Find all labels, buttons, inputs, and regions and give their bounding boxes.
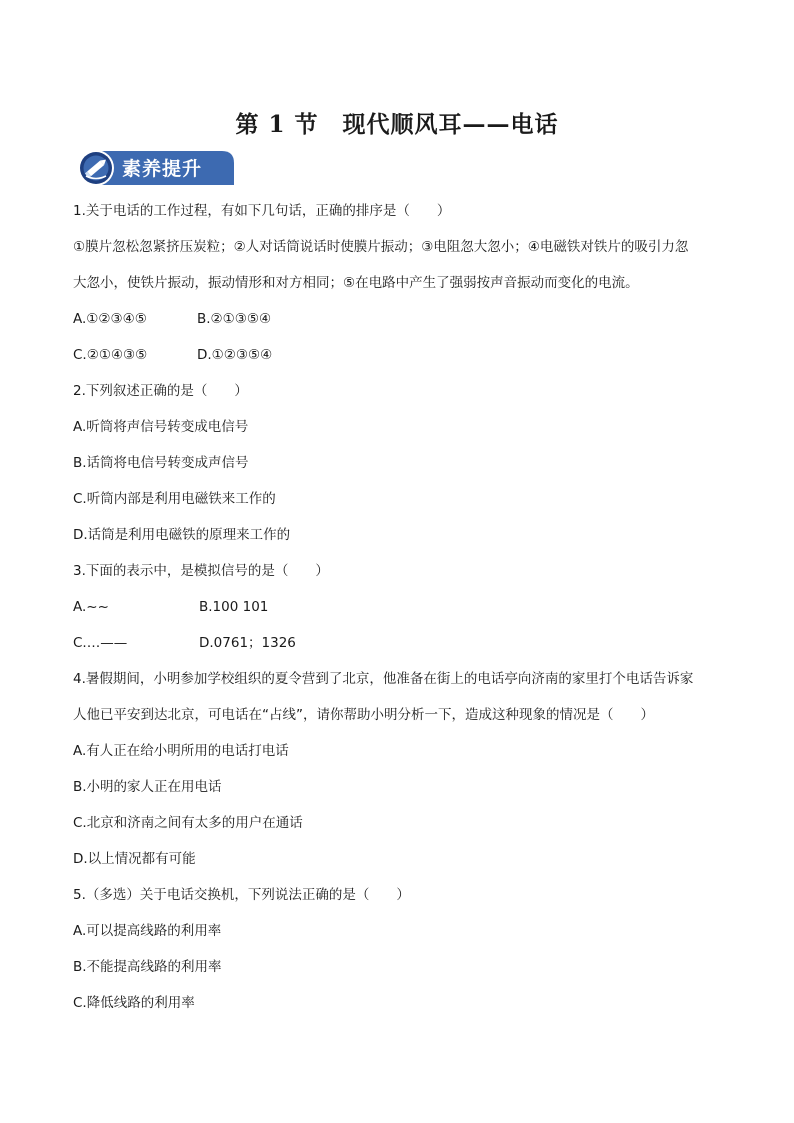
question-stem: 2.下列叙述正确的是（ ） (73, 383, 248, 399)
option-c: C.听筒内部是利用电磁铁来工作的 (73, 491, 276, 507)
option-d: D.以上情况都有可能 (73, 851, 196, 867)
option-c: C.②①④③⑤ (73, 347, 148, 363)
option-a: A.听筒将声信号转变成电信号 (73, 419, 249, 435)
banner-label: 素养提升 (122, 158, 203, 180)
question-stem: 3.下面的表示中，是模拟信号的是（ ） (73, 563, 329, 579)
option-b: B.话筒将电信号转变成声信号 (73, 455, 249, 471)
option-row (73, 343, 723, 379)
option-c: C.北京和济南之间有太多的用户在通话 (73, 815, 303, 831)
option-b: B.100 101 (199, 599, 269, 615)
option-d: D.0761；1326 (199, 635, 296, 651)
option-b: B.②①③⑤④ (197, 311, 272, 327)
question-3 (73, 559, 723, 667)
question-stem: 1.关于电话的工作过程，有如下几句话，正确的排序是（ ） (73, 203, 451, 219)
pencil-ruler-icon (76, 148, 116, 188)
option-a: A.~~ (73, 599, 109, 615)
question-4 (73, 667, 723, 883)
question-list (73, 199, 723, 1027)
page-title: 第 1 节 现代顺风耳——电话 (235, 111, 559, 138)
option-row (73, 631, 723, 667)
option-row (73, 595, 723, 631)
option-c: C.…—— (73, 635, 128, 651)
question-1 (73, 199, 723, 379)
option-a: A.①②③④⑤ (73, 311, 147, 327)
option-a: A.有人正在给小明所用的电话打电话 (73, 743, 289, 759)
question-stem: 5.（多选）关于电话交换机，下列说法正确的是（ ） (73, 887, 410, 903)
option-c: C.降低线路的利用率 (73, 995, 195, 1011)
question-stem: 人他已平安到达北京，可电话在“占线”，请你帮助小明分析一下，造成这种现象的情况是（ ） (73, 707, 654, 723)
option-b: B.不能提高线路的利用率 (73, 959, 222, 975)
option-row (73, 307, 723, 343)
option-d: D.话筒是利用电磁铁的原理来工作的 (73, 527, 291, 543)
question-5 (73, 883, 723, 1027)
question-2 (73, 379, 723, 559)
section-banner (76, 148, 234, 188)
question-body-line: ①膜片忽松忽紧挤压炭粒；②人对话筒说话时使膜片振动；③电阻忽大忽小；④电磁铁对铁片的吸引力忽 (73, 239, 689, 255)
question-stem: 4.暑假期间，小明参加学校组织的夏令营到了北京，他准备在街上的电话亭向济南的家里打个电话告诉家 (73, 671, 694, 687)
option-b: B.小明的家人正在用电话 (73, 779, 222, 795)
option-d: D.①②③⑤④ (197, 347, 273, 363)
question-body-line: 大忽小，使铁片振动，振动情形和对方相同；⑤在电路中产生了强弱按声音振动而变化的电流。 (73, 275, 639, 291)
option-a: A.可以提高线路的利用率 (73, 923, 222, 939)
